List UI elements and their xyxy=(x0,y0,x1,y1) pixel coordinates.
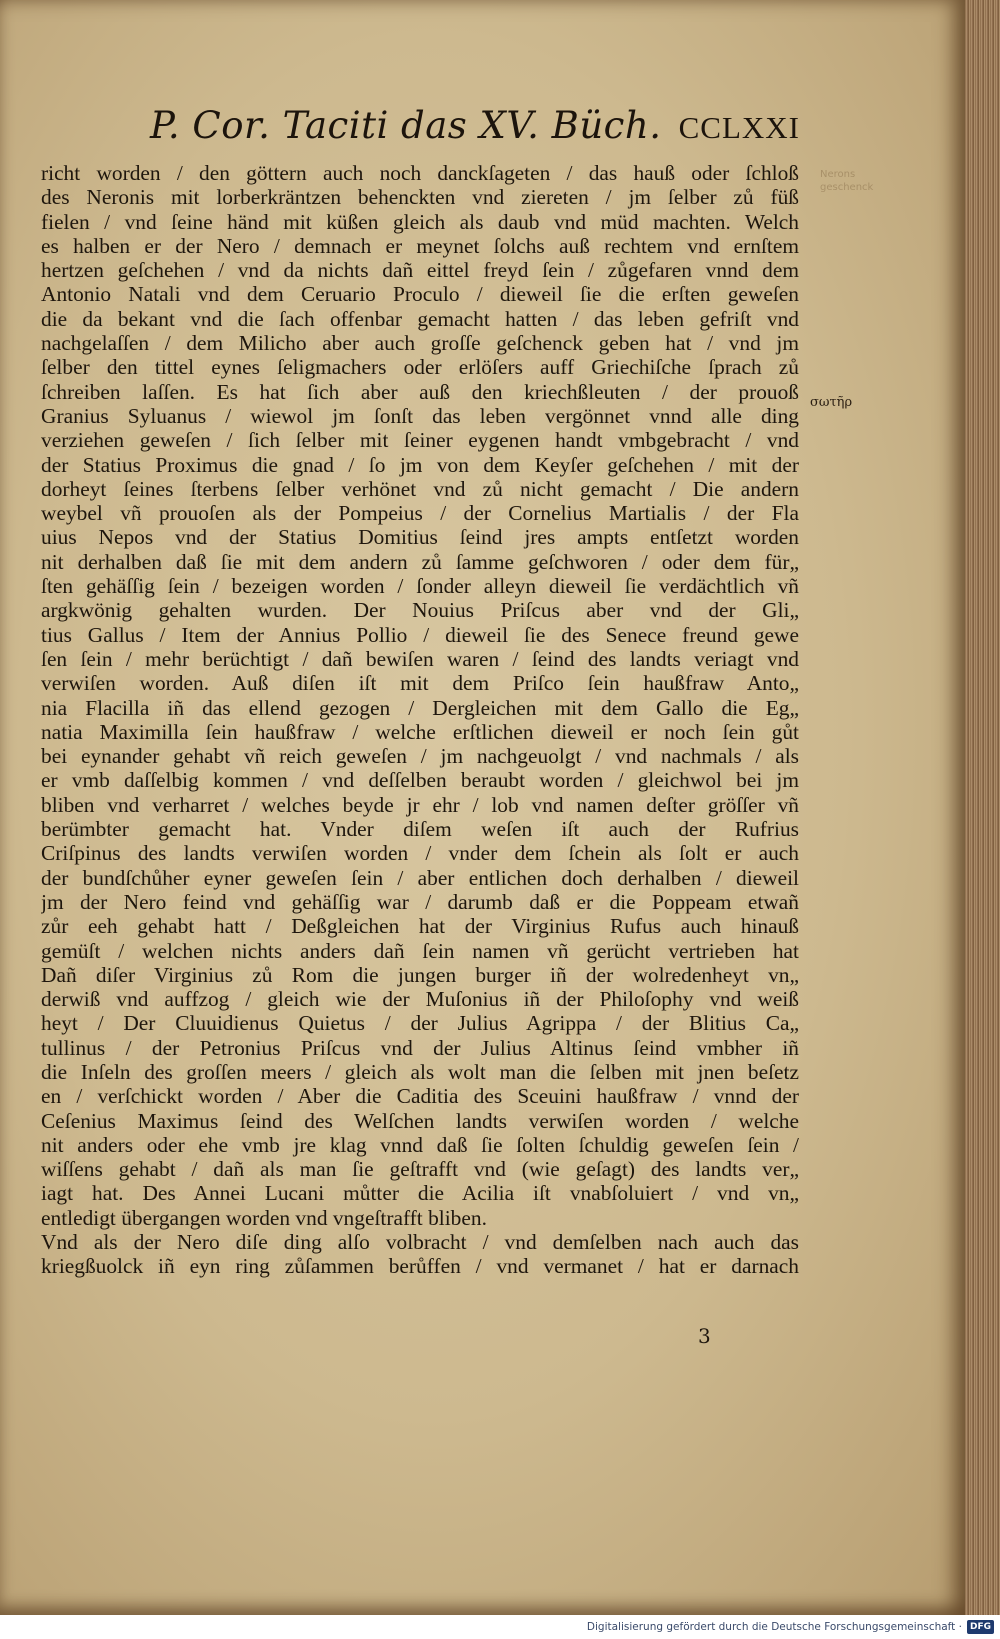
signature-mark: 3 xyxy=(698,1324,711,1348)
main-text-block xyxy=(41,161,799,1279)
text-line: tullinus / der Petronius Priſcus vnd der Julius Altinus ſeind vmbher iñ xyxy=(41,1035,799,1060)
text-line: derwiß vnd auffzog / gleich wie der Muſonius iñ der Philoſophy vnd weiß xyxy=(41,987,799,1012)
text-line: uius Nepos vnd der Statius Domitius ſeind jres ampts entſetzt worden xyxy=(41,525,799,550)
text-line: der Statius Proximus die gnad / ſo jm von dem Keyſer geſchehen / mit der xyxy=(41,452,799,477)
margin-note: σωτῆρ xyxy=(810,395,853,410)
text-line: Dañ diſer Virginius zů Rom die jungen burger iñ der wolredenheyt vn„ xyxy=(41,962,799,987)
text-line: nit derhalben daß ſie mit dem andern zů ſamme geſchworen / oder dem für„ xyxy=(41,549,799,574)
text-line: der bundſchůher eyner geweſen ſein / aber entlichen doch derhalben / dieweil xyxy=(41,865,799,890)
bleed-through-marginal-note: Nerons geschenck xyxy=(820,169,874,193)
text-line: ſchreiben laſſen. Es hat ſich aber auß den kriechßleuten / der prouoß xyxy=(41,379,799,404)
text-line: es halben er der Nero / demnach er meynet ſolchs auß rechtem vnd ernſtem xyxy=(41,233,799,258)
text-line: richt worden / den göttern auch noch danckſageten / das hauß oder ſchloß xyxy=(41,161,799,185)
text-line: Antonio Natali vnd dem Ceruario Proculo / dieweil ſie die erſten geweſen xyxy=(41,282,799,307)
running-title: P. Cor. Taciti das XV. Büch. xyxy=(150,104,662,147)
text-line: Vnd als der Nero diſe ding alſo volbracht / vnd demſelben nach auch das xyxy=(41,1230,799,1255)
text-line: en / verſchickt worden / Aber die Caditia des Sceuini haußfraw / vnnd der xyxy=(41,1084,799,1109)
text-line: die Inſeln des groſſen meers / gleich als wolt man die ſelben mit jnen beſetz xyxy=(41,1059,799,1084)
text-line: bliben vnd verharret / welches beyde jr ehr / lob vnd namen deſter gröſſer vñ xyxy=(41,792,799,817)
text-line: heyt / Der Cluuidienus Quietus / der Julius Agrippa / der Blitius Ca„ xyxy=(41,1011,799,1036)
text-line: jm der Nero feind vnd gehäſſig war / darumb daß er die Poppeam etwañ xyxy=(41,889,799,914)
text-line: tius Gallus / Item der Annius Pollio / dieweil ſie des Senece freund gewe xyxy=(41,622,799,647)
text-line: verwiſen worden. Auß diſen iſt mit dem Priſco ſein haußfraw Anto„ xyxy=(41,671,799,696)
text-line: iagt hat. Des Annei Lucani můtter die Acilia iſt vnabſoluiert / vnd vn„ xyxy=(41,1181,799,1206)
text-line: er vmb daſſelbig kommen / vnd deſſelben beraubt worden / gleichwol bei jm xyxy=(41,768,799,793)
folio-number: CCLXXI xyxy=(678,110,800,145)
dfg-logo: DFG xyxy=(967,1620,994,1634)
text-line: fielen / vnd ſeine händ mit küßen gleich als daub vnd müd machten. Welch xyxy=(41,209,799,234)
text-line: Granius Syluanus / wiewol jm ſonſt das leben vergönnet vnnd alle ding xyxy=(41,403,799,428)
text-line: hertzen geſchehen / vnd da nichts dañ eittel freyd ſein / zůgefaren vnnd dem xyxy=(41,258,799,283)
text-line: berümbter gemacht hat. Vnder diſem weſen iſt auch der Rufrius xyxy=(41,817,799,842)
text-line: Criſpinus des landts verwiſen worden / vnder dem ſchein als ſolt er auch xyxy=(41,841,799,866)
text-line: des Neronis mit lorberkräntzen behenckten vnd ziereten / jm ſelber zů füß xyxy=(41,185,799,210)
text-line: die da bekant vnd die ſach offenbar gemacht hatten / das leben gefriſt vnd xyxy=(41,306,799,331)
text-line: zůr eeh gehabt hatt / Deßgleichen hat der Virginius Rufus auch hinauß xyxy=(41,914,799,939)
page-header xyxy=(150,104,800,160)
text-line: bei eynander gehabt vñ reich geweſen / jm nachgeuolgt / vnd nachmals / als xyxy=(41,744,799,769)
text-line: entledigt übergangen worden vnd vngeſtrafft bliben. xyxy=(41,1205,487,1230)
text-line: gemüſt / welchen nichts anders dañ ſein namen vñ gerücht vertrieben hat xyxy=(41,938,799,963)
text-line: natia Maximilla ſein haußfraw / welche erſtlichen dieweil er noch ſein gůt xyxy=(41,719,799,744)
text-line: verziehen geweſen / ſich ſelber mit ſeiner eygenen handt vmbgebracht / vnd xyxy=(41,428,799,453)
text-line: kriegßuolck iñ eyn ring zůſammen berůffen / vnd vermanet / hat er darnach xyxy=(41,1254,799,1279)
footer-bar xyxy=(0,1615,1000,1639)
text-line: dorheyt ſeines ſterbens ſelber verhönet vnd zů nicht gemacht / Die andern xyxy=(41,476,799,501)
text-line: ſelber den tittel eynes ſeligmachers oder erlöſers auff Griechiſche ſprach zů xyxy=(41,355,799,380)
footer-credit: Digitalisierung gefördert durch die Deutsche Forschungsgemeinschaft · xyxy=(586,1621,962,1633)
text-line: nachgelaſſen / dem Milicho aber auch groſſe geſchenck geben hat / vnd jm xyxy=(41,331,799,356)
page-edges xyxy=(965,0,1000,1615)
text-line: nit anders oder ehe vmb jre klag vnnd daß ſie ſolten ſchuldig geweſen ſein / xyxy=(41,1132,799,1157)
text-line: wiſſens gehabt / dañ als man ſie geſtrafft vnd (wie geſagt) des landts ver„ xyxy=(41,1157,799,1182)
text-line: nia Flacilla iñ das ellend gezogen / Dergleichen mit dem Gallo die Eg„ xyxy=(41,695,799,720)
text-line: ſten gehäſſig ſein / bezeigen worden / ſonder alleyn dieweil ſie verdächtlich vñ xyxy=(41,574,799,599)
text-line: ſen ſein / mehr berüchtigt / dañ bewiſen waren / ſeind des landts veriagt vnd xyxy=(41,646,799,671)
text-line: weybel vñ prouoſen als der Pompeius / der Cornelius Martialis / der Fla xyxy=(41,501,799,526)
text-line: argkwönig gehalten wurden. Der Nouius Priſcus aber vnd der Gli„ xyxy=(41,598,799,623)
text-line: Ceſenius Maximus ſeind des Welſchen landts verwiſen worden / welche xyxy=(41,1108,799,1133)
